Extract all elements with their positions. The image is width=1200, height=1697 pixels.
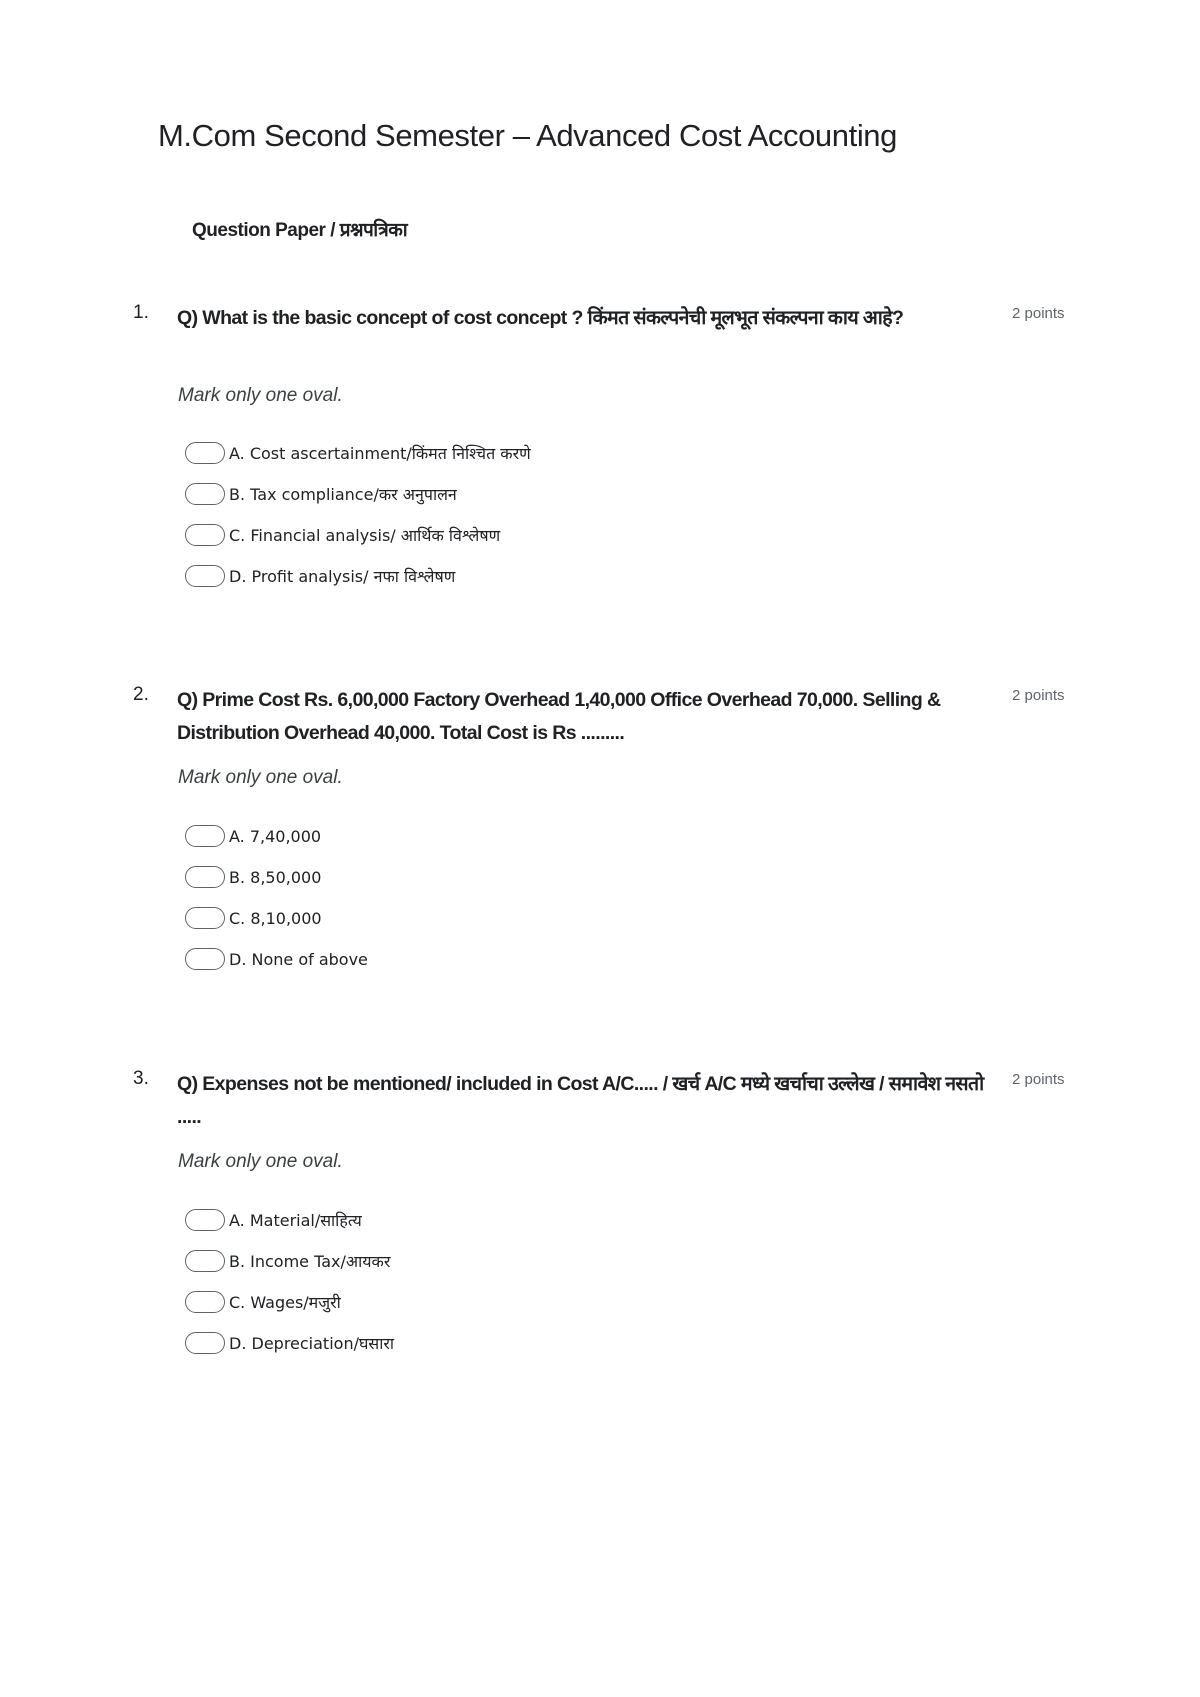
radio-oval[interactable] xyxy=(185,866,225,888)
page-subtitle: Question Paper / प्रश्नपत्रिका xyxy=(192,220,408,241)
question-number: 3. xyxy=(133,1068,149,1089)
question-number: 2. xyxy=(133,684,149,705)
option-c[interactable] xyxy=(185,905,322,931)
option-label: A. Cost ascertainment/किंमत निश्चित करणे xyxy=(229,444,531,463)
option-a[interactable] xyxy=(185,1207,362,1233)
radio-oval[interactable] xyxy=(185,565,225,587)
option-label: D. None of above xyxy=(229,949,368,969)
option-d[interactable] xyxy=(185,563,455,589)
option-a[interactable] xyxy=(185,823,321,849)
option-label: C. Financial analysis/ आर्थिक विश्लेषण xyxy=(229,526,501,545)
option-b[interactable] xyxy=(185,864,321,890)
option-b[interactable] xyxy=(185,1248,390,1274)
option-label: C. 8,10,000 xyxy=(229,908,322,928)
question-instruction: Mark only one oval. xyxy=(178,1151,343,1172)
radio-oval[interactable] xyxy=(185,948,225,970)
option-label: B. 8,50,000 xyxy=(229,867,322,887)
question-points: 2 points xyxy=(1012,687,1065,704)
option-c[interactable] xyxy=(185,522,500,548)
radio-oval[interactable] xyxy=(185,1291,225,1313)
radio-oval[interactable] xyxy=(185,524,225,546)
question-number: 1. xyxy=(133,302,149,323)
option-b[interactable] xyxy=(185,481,457,507)
radio-oval[interactable] xyxy=(185,1209,225,1231)
option-d[interactable] xyxy=(185,1330,394,1356)
radio-oval[interactable] xyxy=(185,1332,225,1354)
option-a[interactable] xyxy=(185,440,531,466)
question-points: 2 points xyxy=(1012,305,1065,322)
option-label: D. Profit analysis/ नफा विश्लेषण xyxy=(229,567,456,586)
option-label: B. Tax compliance/कर अनुपालन xyxy=(229,485,457,504)
page-title: M.Com Second Semester – Advanced Cost Accounting xyxy=(158,118,897,153)
radio-oval[interactable] xyxy=(185,1250,225,1272)
option-label: C. Wages/मजुरी xyxy=(229,1293,341,1312)
question-text: Q) Expenses not be mentioned/ included in Cost A/C..... / खर्च A/C मध्ये खर्चाचा उल्लेख / समावेश नसतो ..... xyxy=(177,1073,984,1128)
option-label: D. Depreciation/घसारा xyxy=(229,1334,395,1353)
question-points: 2 points xyxy=(1012,1071,1065,1088)
radio-oval[interactable] xyxy=(185,825,225,847)
radio-oval[interactable] xyxy=(185,907,225,929)
question-text: Q) Prime Cost Rs. 6,00,000 Factory Overhead 1,40,000 Office Overhead 70,000. Selling & Distribution Overhead 40,000. Total Cost is Rs ......... xyxy=(177,689,941,744)
question-text: Q) What is the basic concept of cost concept ? किंमत संकल्पनेची मूलभूत संकल्पना काय आहे? xyxy=(177,307,904,329)
option-label: B. Income Tax/आयकर xyxy=(229,1252,391,1271)
option-c[interactable] xyxy=(185,1289,341,1315)
option-label: A. Material/साहित्य xyxy=(229,1211,362,1230)
question-instruction: Mark only one oval. xyxy=(178,385,343,406)
option-label: A. 7,40,000 xyxy=(229,826,322,846)
option-d[interactable] xyxy=(185,946,368,972)
question-instruction: Mark only one oval. xyxy=(178,767,343,788)
radio-oval[interactable] xyxy=(185,483,225,505)
radio-oval[interactable] xyxy=(185,442,225,464)
